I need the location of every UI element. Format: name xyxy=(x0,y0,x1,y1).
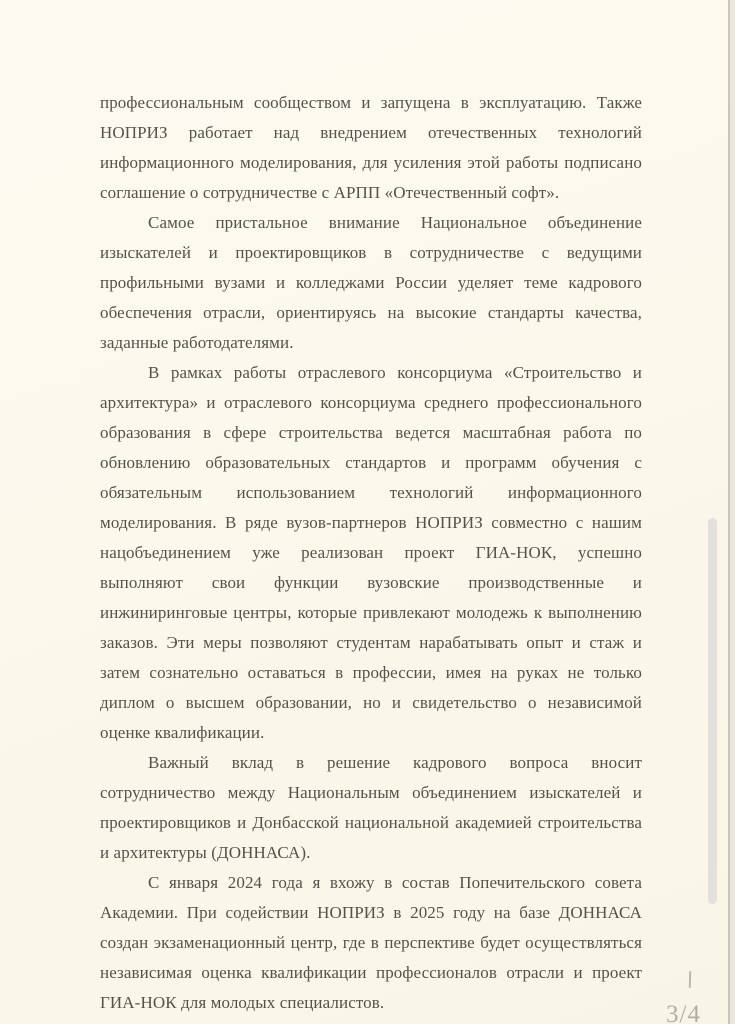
scrollbar-thumb[interactable] xyxy=(708,518,717,904)
page-edge-shade xyxy=(730,0,735,1024)
paragraph: Самое пристальное внимание Национальное объединение изыскателей и проектировщиков в сотрудничестве с ведущими профильными вузами и колледжами России уделяет теме кадрового обеспечения отрасли, ориентируясь на высокие стандарты качества, заданные работодателями. xyxy=(100,213,642,352)
paragraph: С января 2024 года я вхожу в состав Попечительского совета Академии. При содействии НОПРИЗ в 2025 году на базе ДОННАСА создан экзаменационный центр, где в перспективе будет осуществляться независимая оценка квалификации профессионалов отрасли и проект ГИА-НОК для молодых специалистов. xyxy=(100,873,642,1012)
document-text-block xyxy=(100,88,642,1018)
paragraph: Важный вклад в решение кадрового вопроса вносит сотрудничество между Национальным объединением изыскателей и проектировщиков и Донбасской национальной академией строительства и архитектуры (ДОННАСА). xyxy=(100,753,642,862)
paragraph-continued-from-previous-page: профессиональным сообществом и запущена в эксплуатацию. Также НОПРИЗ работает над внедрением отечественных технологий информационного моделирования, для усиления этой работы подписано соглашение о сотрудничестве с АРПП «Отечественный софт». xyxy=(100,93,642,202)
scan-artifact-tick xyxy=(689,971,692,988)
page-number-indicator: 3/4 xyxy=(666,1001,701,1024)
paragraph: В рамках работы отраслевого консорциума «Строительство и архитектура» и отраслевого консорциума среднего профессионального образования в сфере строительства ведется масштабная работа по обновлению образовательных стандартов и программ обучения с обязательным использованием технологий информационного моделирования. В ряде вузов-партнеров НОПРИЗ совместно с нашим нацобъединением уже реализован проект ГИА-НОК, успешно выполняют свои функции вузовские производственные и инжиниринговые центры, которые привлекают молодежь к выполнению заказов. Эти меры позволяют студентам нарабатывать опыт и стаж и затем сознательно оставаться в профессии, имея на руках не только диплом о высшем образовании, но и свидетельство о независимой оценке квалификации. xyxy=(100,363,642,742)
